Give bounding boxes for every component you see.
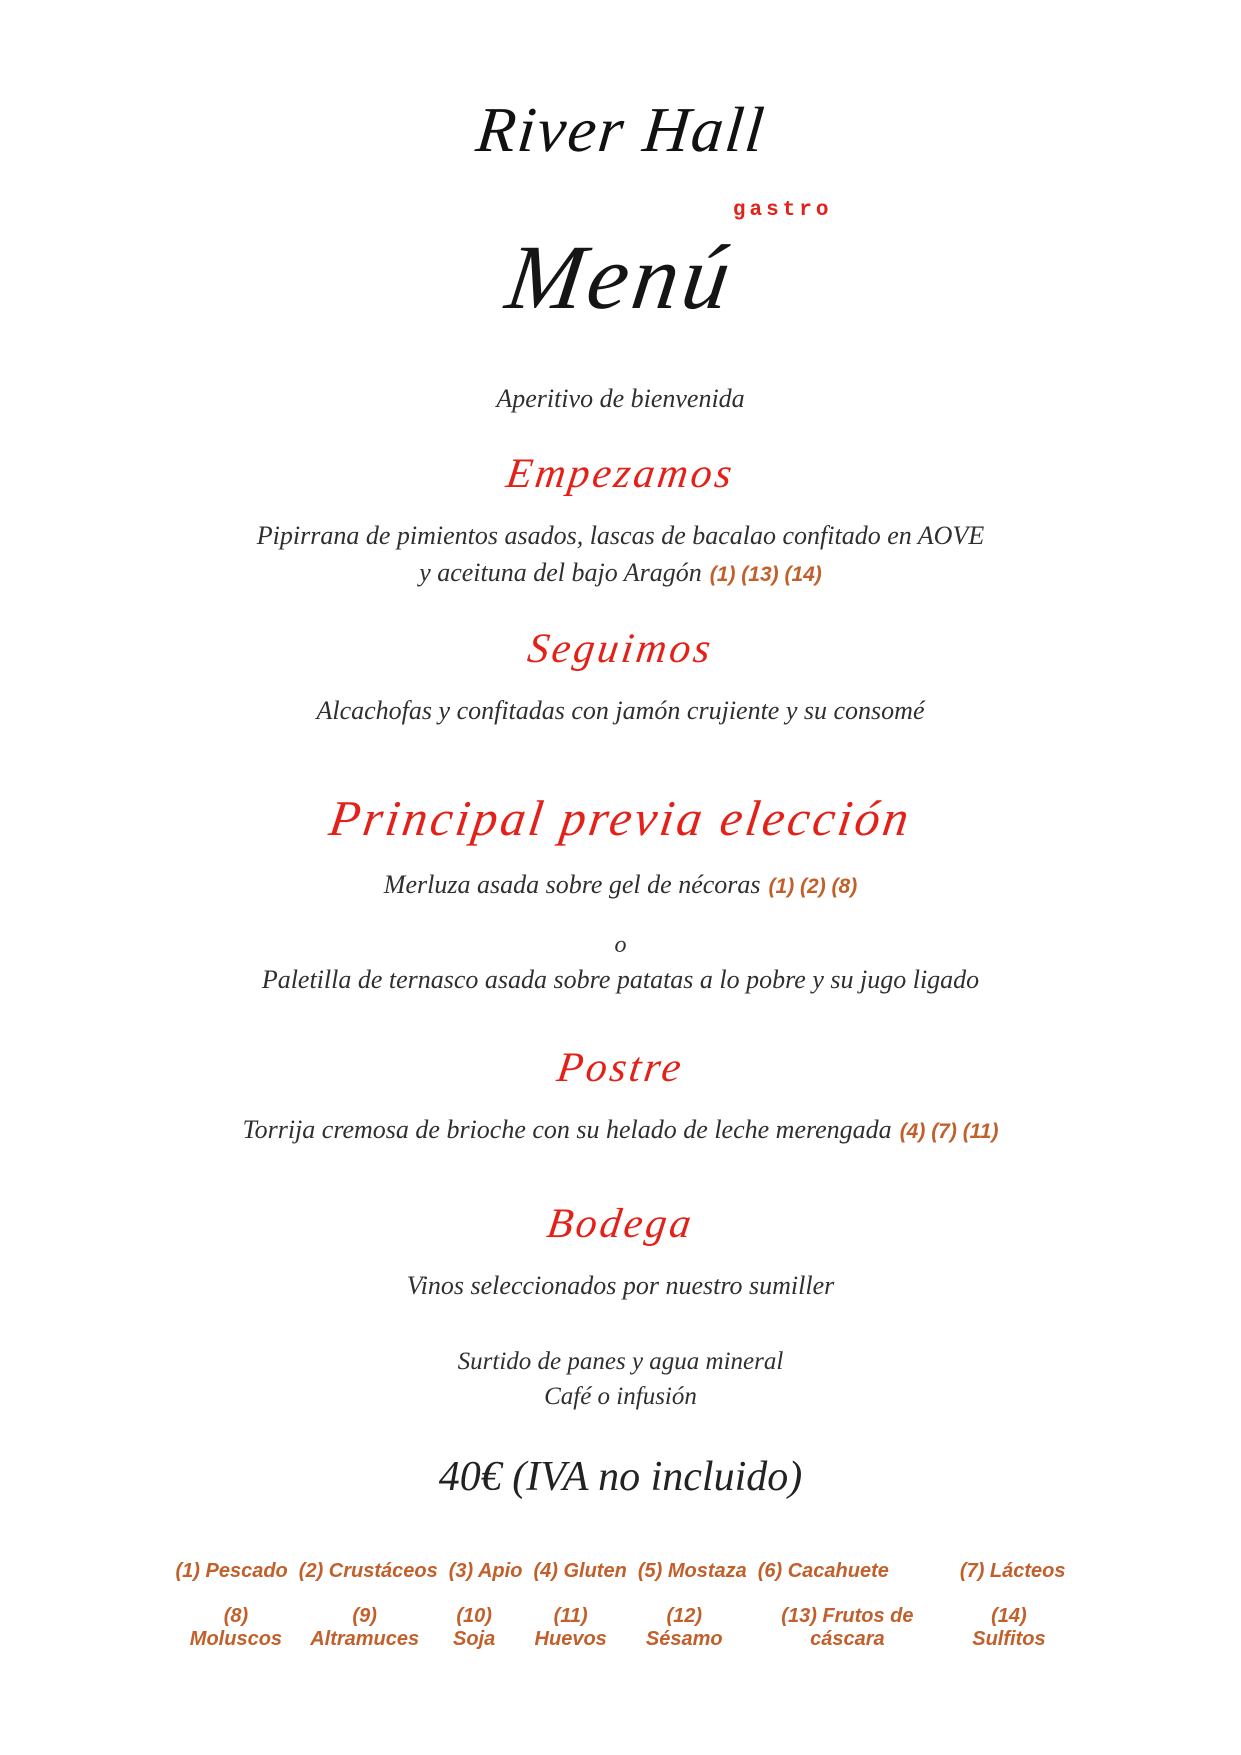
legend-item-altramuces: (9) Altramuces: [310, 1605, 420, 1650]
dish-pipirrana: [0, 517, 1241, 593]
dish-pipirrana-line1: Pipirrana de pimientos asados, lascas de bacalao confitado en AOVE: [256, 521, 985, 550]
allergen-legend-row2: [176, 1605, 1066, 1651]
dish-merluza-text: Merluza asada sobre gel de nécoras: [383, 870, 761, 899]
allergen-codes-torrija: (4) (7) (11): [899, 1120, 999, 1143]
dish-torrija-text: Torrija cremosa de brioche con su helado de leche merengada: [242, 1115, 892, 1144]
dish-paletilla: Paletilla de ternasco asada sobre patatas a lo pobre y su jugo ligado: [261, 965, 980, 994]
brand-logo: [391, 0, 851, 222]
legend-item-frutos-cascara: (13) Frutos de cáscara: [781, 1605, 914, 1650]
section-principal: [0, 771, 1241, 998]
legend-item-pescado: (1) Pescado: [175, 1560, 288, 1582]
dish-pipirrana-line2: [0, 554, 1241, 593]
price-line: 40€ (IVA no incluido): [438, 1454, 803, 1500]
dish-pipirrana-line2-text: y aceituna del bajo Aragón: [419, 558, 702, 587]
section-heading-bodega: Bodega: [544, 1201, 697, 1247]
legend-item-sesamo: (12) Sésamo: [645, 1605, 723, 1650]
page-title: Menú: [500, 226, 741, 328]
extra-panes-agua: Surtido de panes y agua mineral: [457, 1348, 784, 1375]
extra-cafe-infusion: Café o infusión: [544, 1383, 697, 1410]
section-heading-empezamos: Empezamos: [503, 451, 738, 497]
welcome-line: Aperitivo de bienvenida: [496, 384, 745, 413]
legend-item-huevos: (11) Huevos: [534, 1605, 607, 1650]
section-bodega: [0, 1182, 1241, 1304]
legend-item-gluten: (4) Gluten: [533, 1560, 627, 1582]
brand-name: River Hall: [472, 94, 769, 165]
dish-merluza: [0, 866, 1241, 905]
section-empezamos: [0, 432, 1241, 593]
section-heading-seguimos: Seguimos: [524, 626, 717, 672]
allergen-legend-row1: [176, 1560, 1066, 1583]
allergen-codes-merluza: (1) (2) (8): [768, 875, 858, 898]
dish-torrija: [0, 1111, 1241, 1150]
legend-item-sulfitos: (14) Sulfitos: [972, 1605, 1046, 1650]
section-heading-postre: Postre: [554, 1045, 687, 1091]
allergen-legend: [176, 1560, 1066, 1651]
legend-item-moluscos: (8) Moluscos: [189, 1605, 283, 1650]
legend-item-crustaceos: (2) Crustáceos: [298, 1560, 438, 1582]
section-postre: [0, 1026, 1241, 1150]
section-heading-principal: Principal previa elección: [325, 790, 916, 846]
dish-vinos: Vinos seleccionados por nuestro sumiller: [406, 1271, 835, 1300]
extras-block: [0, 1344, 1241, 1414]
legend-item-mostaza: (5) Mostaza: [637, 1560, 747, 1582]
legend-item-apio: (3) Apio: [448, 1560, 523, 1582]
legend-item-soja: (10) Soja: [453, 1605, 496, 1650]
section-seguimos: [0, 607, 1241, 729]
dish-alcachofas: Alcachofas y confitadas con jamón crujiente y su consomé: [316, 696, 925, 725]
legend-item-lacteos: (7) Lácteos: [959, 1560, 1066, 1582]
brand-tagline: gastro: [732, 199, 833, 222]
legend-item-cacahuete: (6) Cacahuete: [757, 1560, 889, 1582]
choice-separator: o: [614, 932, 627, 958]
allergen-codes-pipirrana: (1) (13) (14): [709, 563, 822, 586]
